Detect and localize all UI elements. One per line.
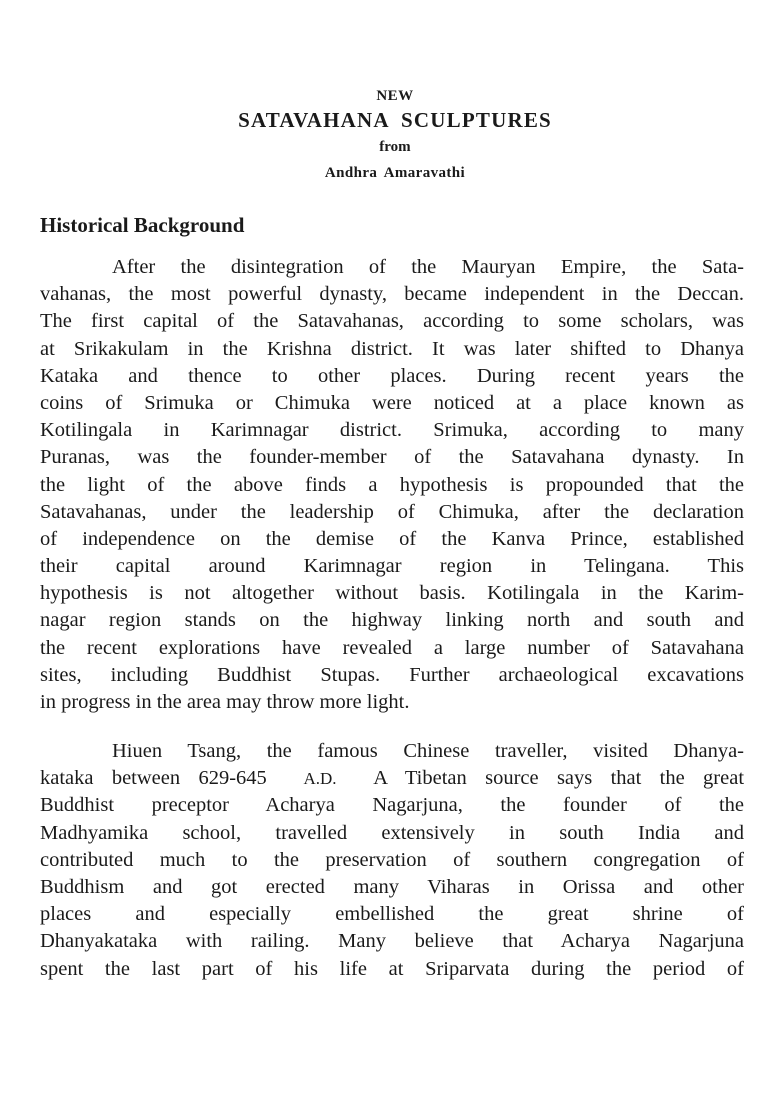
- text-line: spent the last part of his life at Sriparvata during the period of: [40, 957, 744, 980]
- text-line-with-era: [40, 765, 744, 792]
- era-abbreviation: A.D.: [303, 769, 337, 789]
- main-title: SATAVAHANA SCULPTURES: [238, 108, 552, 132]
- text-line: contributed much to the preservation of southern congregation of: [40, 848, 744, 871]
- text-line: After the disintegration of the Mauryan Empire, the Sata-: [112, 256, 744, 278]
- text-line: Kotilingala in Karimnagar district. Srimuka, according to many: [40, 419, 744, 442]
- text-line: Buddhist preceptor Acharya Nagarjuna, the founder of the: [40, 794, 744, 817]
- line-segment: A Tibetan source says that the great: [373, 767, 745, 790]
- text-line: Dhanyakataka with railing. Many believe that Acharya Nagarjuna: [40, 930, 744, 953]
- text-line: Satavahanas, under the leadership of Chimuka, after the declaration: [40, 500, 744, 523]
- text-line: their capital around Karimnagar region in Telingana. This: [40, 555, 744, 578]
- text-line: at Srikakulam in the Krishna district. It was later shifted to Dhanya: [40, 337, 744, 360]
- text-line: vahanas, the most powerful dynasty, became independent in the Deccan.: [40, 283, 744, 306]
- text-line: Buddhism and got erected many Viharas in Orissa and other: [40, 875, 744, 898]
- text-line: of independence on the demise of the Kanva Prince, established: [40, 527, 744, 550]
- text-line: places and especially embellished the great shrine of: [40, 903, 744, 926]
- text-line: The first capital of the Satavahanas, according to some scholars, was: [40, 310, 744, 333]
- line-segment: kataka between 629-645: [40, 767, 267, 790]
- text-line: Puranas, was the founder-member of the Satavahana dynasty. In: [40, 446, 744, 469]
- text-line: nagar region stands on the highway linking north and south and: [40, 609, 744, 632]
- text-line: hypothesis is not altogether without basis. Kotilingala in the Karim-: [40, 582, 744, 605]
- text-line: the recent explorations have revealed a large number of Satavahana: [40, 636, 744, 659]
- title-subtitle: Andhra Amaravathi: [324, 165, 466, 181]
- text-line: sites, including Buddhist Stupas. Further archaeological excavations: [40, 663, 744, 686]
- text-line: Madhyamika school, travelled extensively in south India and: [40, 821, 744, 844]
- text-line: the light of the above finds a hypothesis is propounded that the: [40, 473, 744, 496]
- text-line: coins of Srimuka or Chimuka were noticed at a place known as: [40, 391, 744, 414]
- title-kicker: NEW: [376, 88, 414, 104]
- title-from: from: [379, 139, 411, 155]
- paragraph-1: [40, 254, 744, 716]
- paragraph-2: [40, 738, 744, 983]
- text-line: Hiuen Tsang, the famous Chinese traveller, visited Dhanya-: [112, 740, 744, 762]
- title-block: [0, 86, 780, 184]
- section-heading: Historical Background: [40, 213, 245, 237]
- text-line: in progress in the area may throw more light.: [40, 691, 410, 713]
- text-line: Kataka and thence to other places. During recent years the: [40, 364, 744, 387]
